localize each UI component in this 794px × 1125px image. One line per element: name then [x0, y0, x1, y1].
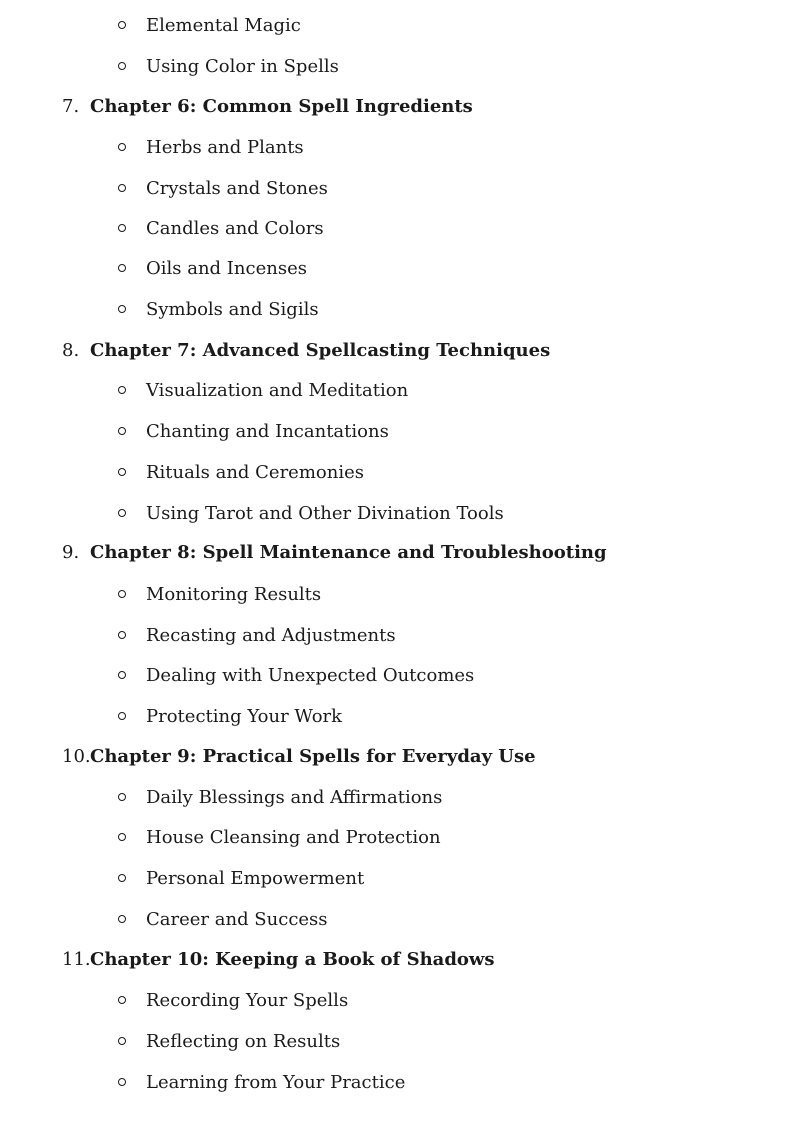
- hollow-bullet-icon: [118, 427, 126, 435]
- list-item: House Cleansing and Protection: [118, 818, 441, 858]
- list-item: Recasting and Adjustments: [118, 616, 396, 656]
- chapter-number: 9.: [62, 542, 80, 563]
- hollow-bullet-icon: [118, 468, 126, 476]
- list-item: Personal Empowerment: [118, 859, 364, 899]
- list-item: Symbols and Sigils: [118, 290, 319, 330]
- chapter-number: 11.: [62, 949, 91, 970]
- hollow-bullet-icon: [118, 224, 126, 232]
- list-item: Monitoring Results: [118, 575, 321, 615]
- hollow-bullet-icon: [118, 143, 126, 151]
- hollow-bullet-icon: [118, 631, 126, 639]
- chapter-heading: [62, 331, 550, 371]
- hollow-bullet-icon: [118, 671, 126, 679]
- list-item: Rituals and Ceremonies: [118, 453, 364, 493]
- list-item: Daily Blessings and Affirmations: [118, 778, 442, 818]
- hollow-bullet-icon: [118, 386, 126, 394]
- chapter-heading: [62, 737, 536, 777]
- chapter-heading: [62, 533, 607, 573]
- list-item: Learning from Your Practice: [118, 1063, 405, 1103]
- hollow-bullet-icon: [118, 996, 126, 1004]
- list-item: Protecting Your Work: [118, 697, 342, 737]
- hollow-bullet-icon: [118, 590, 126, 598]
- hollow-bullet-icon: [118, 712, 126, 720]
- hollow-bullet-icon: [118, 915, 126, 923]
- chapter-number: 10.: [62, 746, 91, 767]
- hollow-bullet-icon: [118, 833, 126, 841]
- list-item: Elemental Magic: [118, 6, 301, 46]
- list-item: Herbs and Plants: [118, 128, 304, 168]
- list-item: Visualization and Meditation: [118, 371, 408, 411]
- list-item: Using Tarot and Other Divination Tools: [118, 494, 504, 534]
- list-item: Candles and Colors: [118, 209, 324, 249]
- hollow-bullet-icon: [118, 62, 126, 70]
- list-item: Using Color in Spells: [118, 47, 339, 87]
- hollow-bullet-icon: [118, 184, 126, 192]
- list-item: Crystals and Stones: [118, 169, 328, 209]
- hollow-bullet-icon: [118, 1037, 126, 1045]
- list-item: Reflecting on Results: [118, 1022, 340, 1062]
- list-item: Oils and Incenses: [118, 249, 307, 289]
- list-item: Chanting and Incantations: [118, 412, 389, 452]
- chapter-title: Chapter 9: Practical Spells for Everyday Use: [90, 746, 536, 767]
- hollow-bullet-icon: [118, 21, 126, 29]
- chapter-title: Chapter 8: Spell Maintenance and Troubleshooting: [90, 542, 607, 563]
- list-item: Career and Success: [118, 900, 328, 940]
- chapter-heading: [62, 940, 495, 980]
- list-item: Recording Your Spells: [118, 981, 348, 1021]
- hollow-bullet-icon: [118, 509, 126, 517]
- hollow-bullet-icon: [118, 305, 126, 313]
- chapter-title: Chapter 7: Advanced Spellcasting Techniques: [90, 340, 551, 361]
- chapter-title: Chapter 10: Keeping a Book of Shadows: [90, 949, 495, 970]
- chapter-heading: [62, 87, 473, 127]
- list-item: Dealing with Unexpected Outcomes: [118, 656, 474, 696]
- hollow-bullet-icon: [118, 874, 126, 882]
- hollow-bullet-icon: [118, 793, 126, 801]
- chapter-number: 8.: [62, 340, 80, 361]
- chapter-title: Chapter 6: Common Spell Ingredients: [90, 96, 473, 117]
- hollow-bullet-icon: [118, 264, 126, 272]
- hollow-bullet-icon: [118, 1078, 126, 1086]
- chapter-number: 7.: [62, 96, 80, 117]
